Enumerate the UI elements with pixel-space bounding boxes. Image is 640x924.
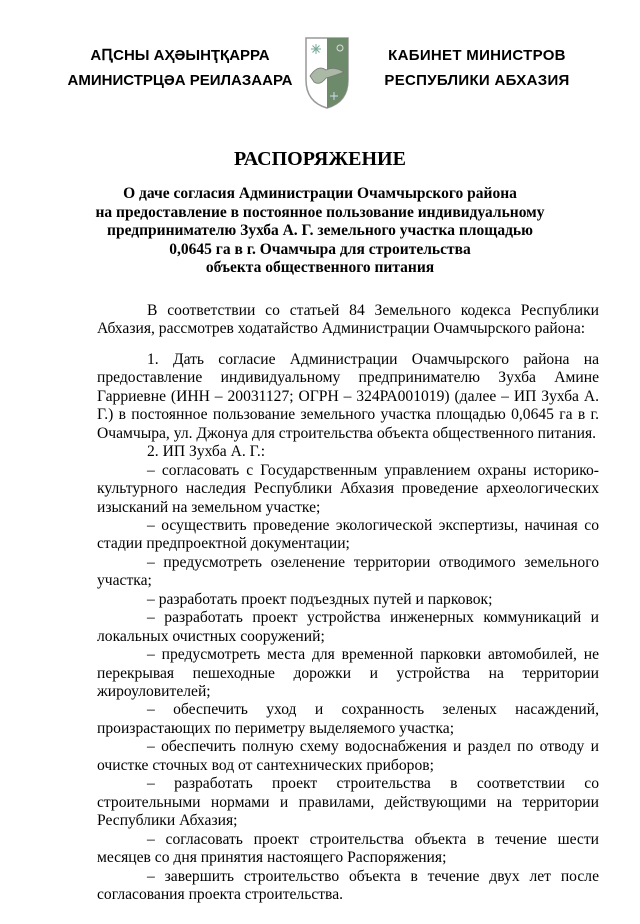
paragraph: – разработать проект устройства инженерных коммуникаций и локальных очистных сооружений; bbox=[97, 609, 599, 645]
header-left-line: АМИНИСТРЦӘА РЕИЛАЗААРА bbox=[67, 72, 293, 89]
paragraph: – разработать проект строительства в соответствии со строительными нормами и правилами, действующими на территории Республики Абхазия; bbox=[97, 775, 599, 830]
paragraph: – завершить строительство объекта в течение двух лет после согласования проекта строительства. bbox=[97, 867, 599, 904]
header-right-line: КАБИНЕТ МИНИСТРОВ bbox=[388, 47, 566, 64]
preamble: В соответствии со статьей 84 Земельного кодекса Республики Абхазия, рассмотрев ходатайство Администрации Очамчырского района: bbox=[97, 301, 599, 338]
subject-line: объекта общественного питания bbox=[205, 259, 435, 277]
paragraph: – согласовать с Государственным управлением охраны историко-культурного наследия Республики Абхазия проведение археологических изысканий на земельном участке; bbox=[97, 461, 599, 516]
header-right-line: РЕСПУБЛИКИ АБХАЗИЯ bbox=[384, 72, 570, 89]
paragraph: – предусмотреть озеленение территории отводимого земельного участка; bbox=[97, 553, 599, 590]
paragraph: – разработать проект подъездных путей и парковок; bbox=[147, 590, 493, 608]
paragraph: – осуществить проведение экологической экспертизы, начиная со стадии предпроектной документации; bbox=[97, 516, 599, 553]
paragraph: – обеспечить уход и сохранность зеленых насаждений, произрастающих по периметру выделяемого участка; bbox=[97, 701, 599, 737]
paragraph: – предусмотреть места для временной парковки автомобилей, не перекрывая пешеходные дорожки и устройства на территории жироуловителей; bbox=[97, 646, 599, 701]
subject-line: предпринимателю Зухба А. Г. земельного участка площадью bbox=[107, 222, 533, 240]
paragraph: 2. ИП Зухба А. Г.: bbox=[147, 443, 266, 461]
document-title: РАСПОРЯЖЕНИЕ bbox=[234, 148, 406, 170]
header-left-line: АԤСНЫ АҲӘЫНҬҚАРРА bbox=[90, 47, 270, 64]
document-body bbox=[97, 302, 599, 905]
document-subject bbox=[40, 185, 600, 278]
paragraph: – согласовать проект строительства объекта в течение шести месяцев со дня принятия настоящего Распоряжения; bbox=[97, 830, 599, 867]
subject-line: на предоставление в постоянное пользование индивидуальному bbox=[95, 203, 545, 221]
paragraph: – обеспечить полную схему водоснабжения и раздел по отводу и очистке сточных вод от сантехнических приборов; bbox=[97, 738, 599, 774]
subject-line: О даче согласия Администрации Очамчырского района bbox=[123, 185, 517, 202]
subject-line: 0,0645 га в г. Очамчыра для строительства bbox=[169, 240, 471, 258]
paragraph: 1. Дать согласие Администрации Очамчырского района на предоставление индивидуальному предпринимателю Зухба Амине Гарриевне (ИНН – 20031127; ОГРН – 324РА001019) (далее – ИП Зухба А. Г.) в постоянное пользование земельного участка площадью 0,0645 га в г. Очамчыра, ул. Джонуа для строительства объекта общественного питания. bbox=[97, 350, 599, 442]
